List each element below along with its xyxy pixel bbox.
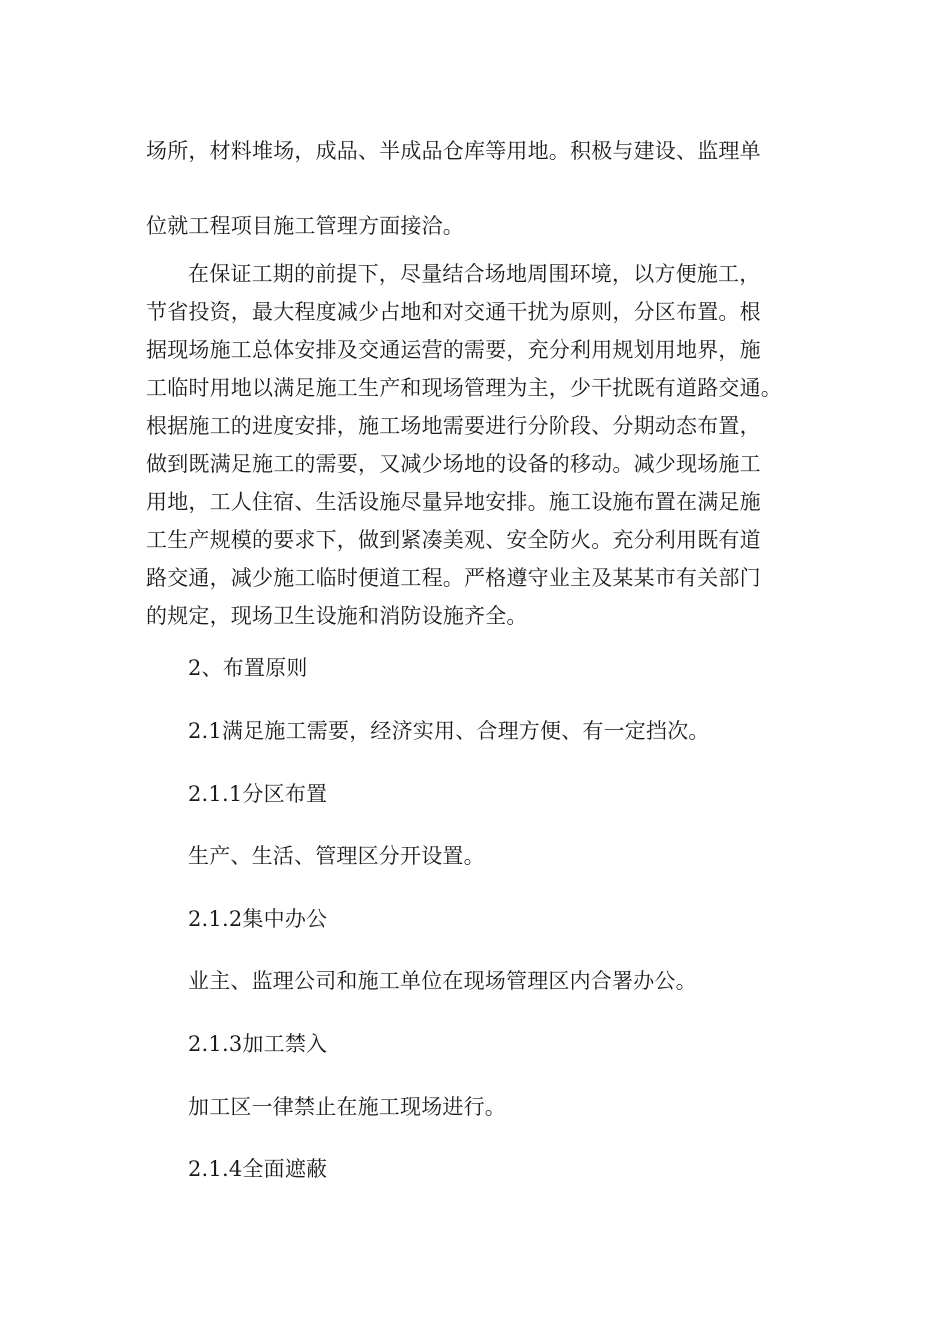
paragraph-line: 路交通，减少施工临时便道工程。严格遵守业主及某某市有关部门: [146, 566, 761, 590]
item-heading: 2.1.4全面遮蔽: [188, 1157, 328, 1181]
item-heading: 2.1.1分区布置: [188, 782, 328, 806]
paragraph-line: 场所，材料堆场，成品、半成品仓库等用地。积极与建设、监理单: [146, 139, 761, 163]
paragraph-line: 在保证工期的前提下，尽量结合场地周围环境，以方便施工，: [188, 262, 761, 286]
paragraph-line: 根据施工的进度安排，施工场地需要进行分阶段、分期动态布置，: [146, 414, 761, 438]
paragraph-line: 做到既满足施工的需要，又减少场地的设备的移动。减少现场施工: [146, 452, 761, 476]
paragraph-line: 工临时用地以满足施工生产和现场管理为主，少干扰既有道路交通。: [146, 376, 782, 400]
paragraph-line: 节省投资，最大程度减少占地和对交通干扰为原则，分区布置。根: [146, 300, 761, 324]
paragraph-line: 用地，工人住宿、生活设施尽量异地安排。施工设施布置在满足施: [146, 490, 761, 514]
paragraph-line: 位就工程项目施工管理方面接洽。: [146, 214, 464, 238]
paragraph-line: 的规定，现场卫生设施和消防设施齐全。: [146, 604, 528, 628]
paragraph-line: 工生产规模的要求下，做到紧凑美观、安全防火。充分利用既有道: [146, 528, 761, 552]
item-heading: 2.1.2集中办公: [188, 907, 328, 931]
item-text: 业主、监理公司和施工单位在现场管理区内合署办公。: [188, 969, 697, 993]
subsection-heading: 2.1满足施工需要，经济实用、合理方便、有一定挡次。: [188, 719, 710, 743]
paragraph-line: 据现场施工总体安排及交通运营的需要，充分利用规划用地界，施: [146, 338, 761, 362]
section-heading: 2、布置原则: [188, 656, 308, 680]
item-heading: 2.1.3加工禁入: [188, 1032, 328, 1056]
item-text: 生产、生活、管理区分开设置。: [188, 844, 485, 868]
item-text: 加工区一律禁止在施工现场进行。: [188, 1095, 506, 1119]
